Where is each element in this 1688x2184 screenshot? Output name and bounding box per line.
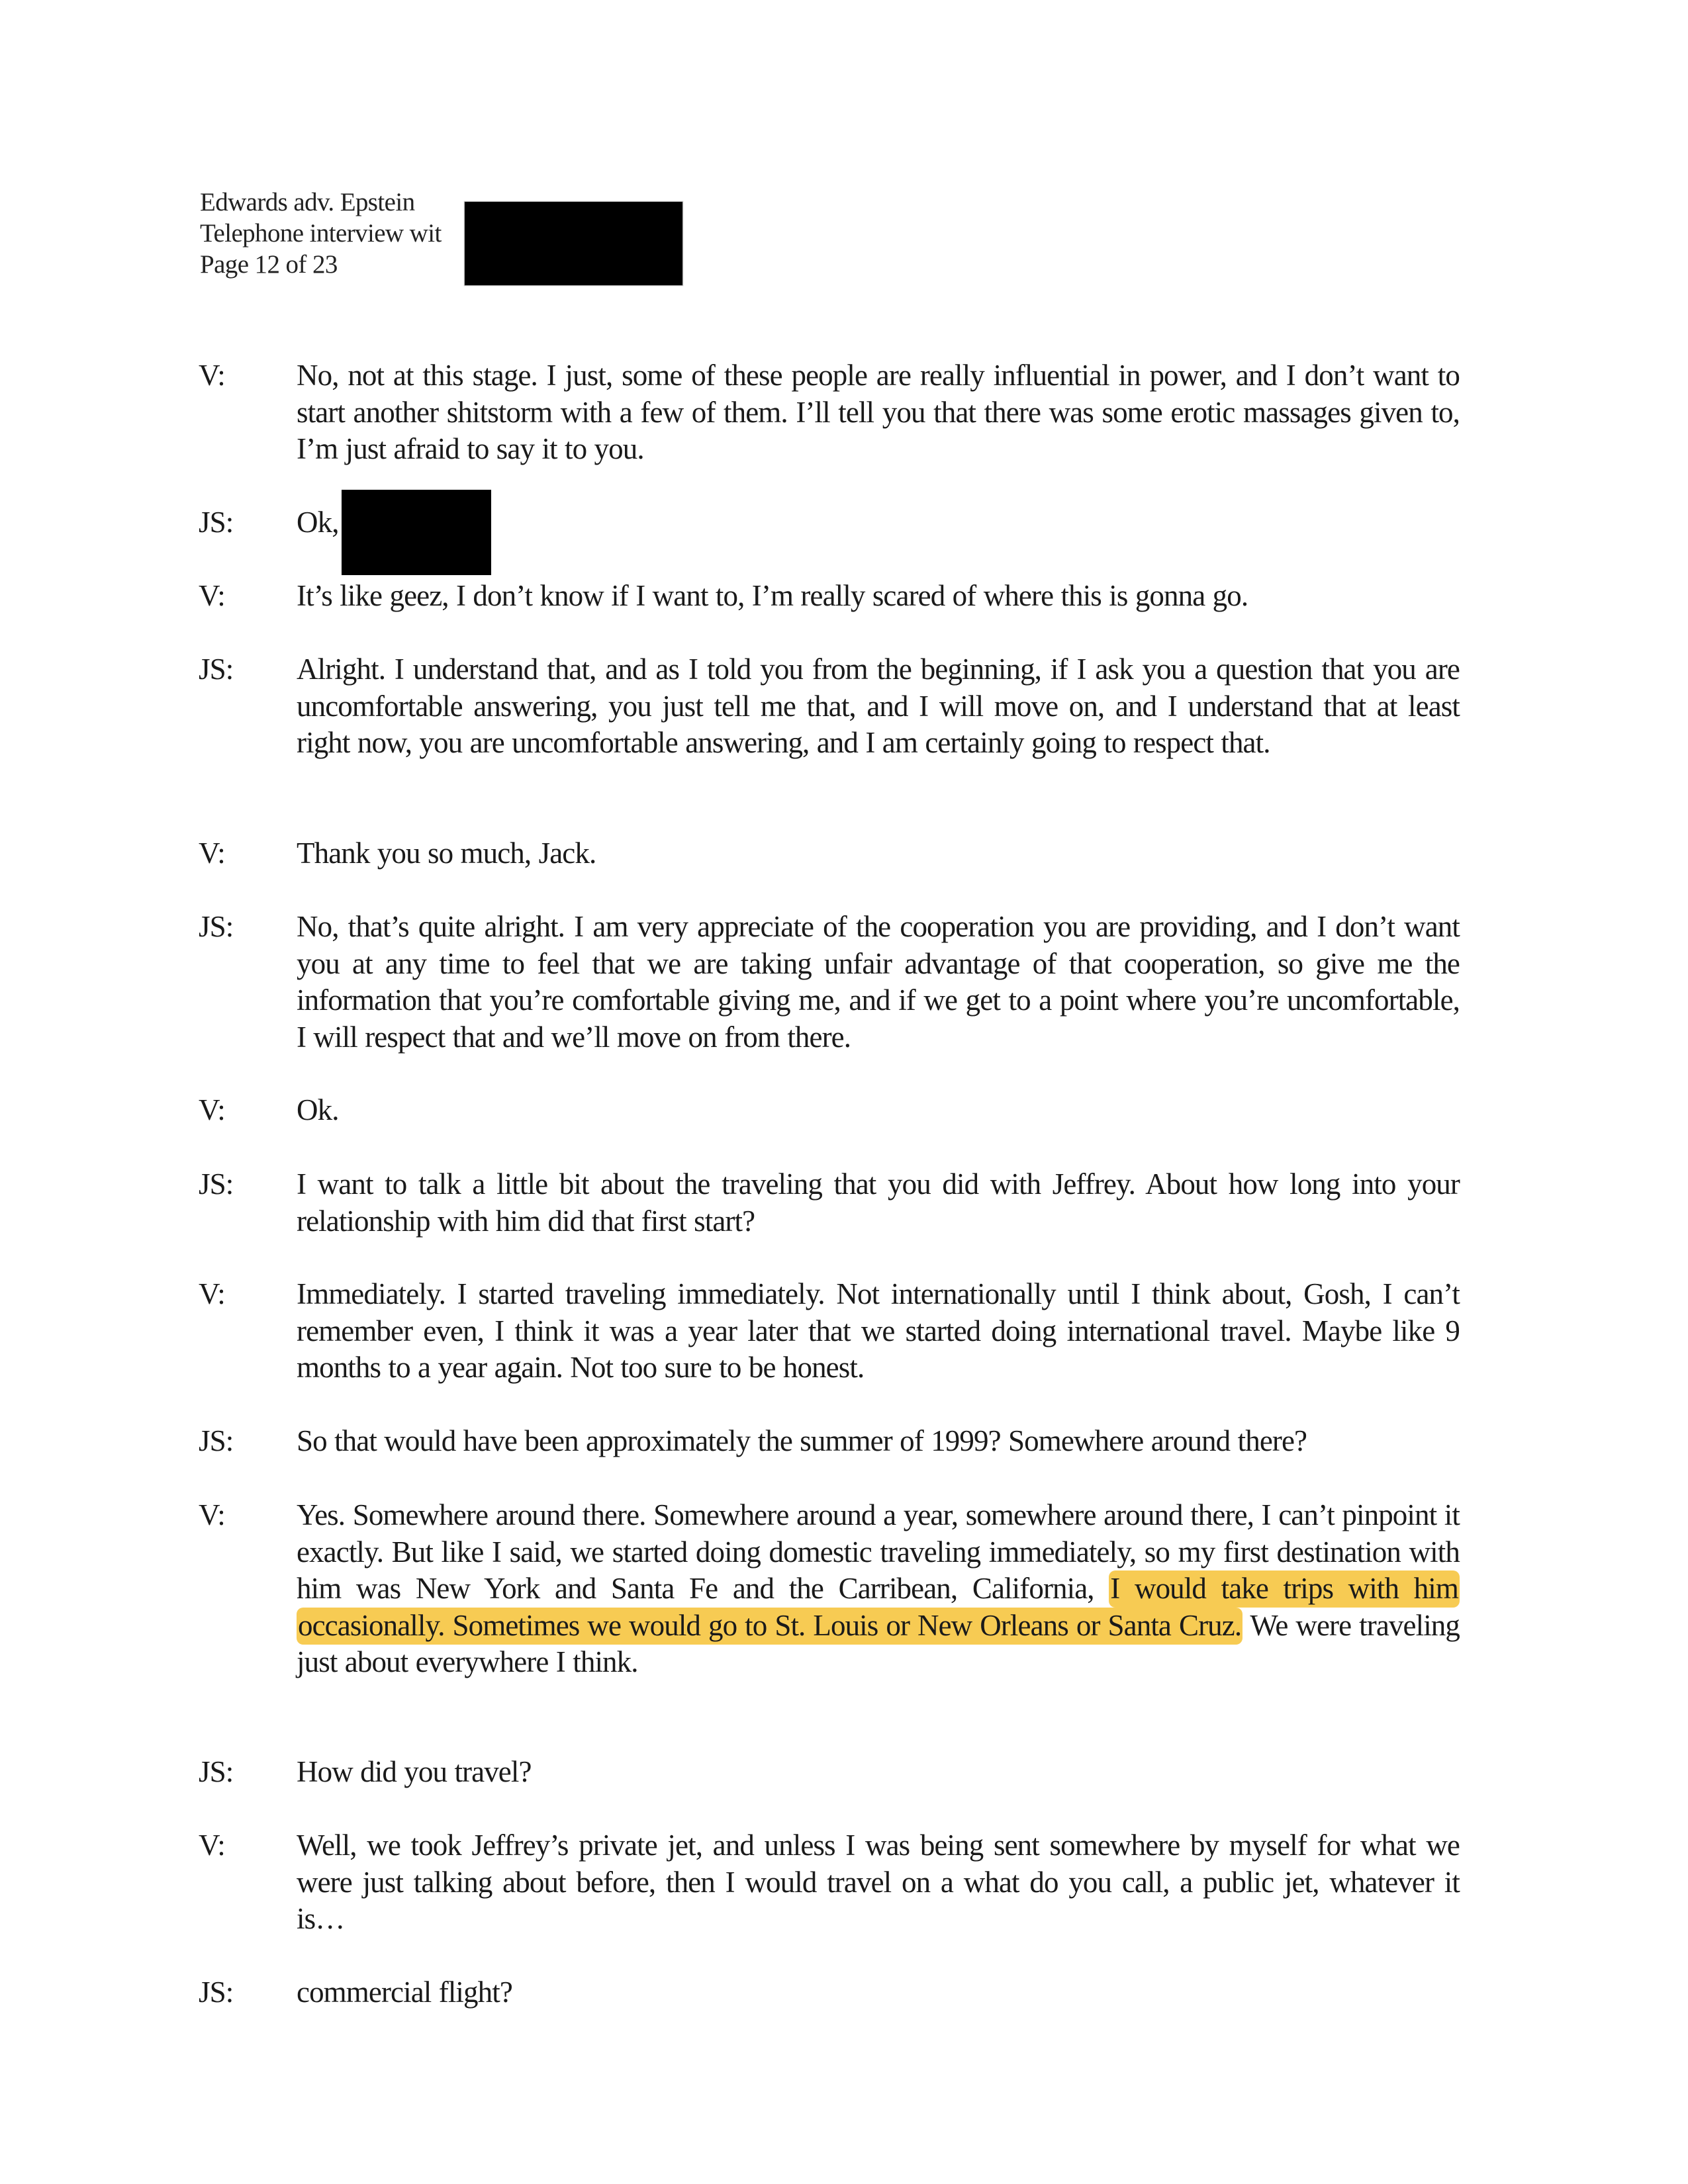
- speech-text: Immediately. I started traveling immediately. Not internationally until I think about, Gosh, I can’t remember even, I think it was a year later that we started doing international travel. Maybe like 9 months to a year again. Not too sure to be honest.: [297, 1277, 1460, 1384]
- speech-text: No, not at this stage. I just, some of these people are really influential in power, and I don’t want to start another shitstorm with a few of them. I’ll tell you that there was some erotic massages given to, I’m just afraid to say it to you.: [297, 359, 1460, 465]
- name-redaction-box: [342, 490, 491, 575]
- speaker-label: JS:: [199, 1424, 234, 1457]
- speaker-label: JS:: [199, 1755, 234, 1788]
- speaker-label: V:: [199, 359, 225, 392]
- header-redaction-box: [465, 202, 682, 285]
- speech-text: Thank you so much, Jack.: [297, 837, 596, 870]
- speaker-label: V:: [199, 1277, 225, 1310]
- speech-text: We were traveling just about everywhere I think.: [297, 1608, 1460, 1678]
- speech-text: So that would have been approximately the summer of 1999? Somewhere around there?: [297, 1424, 1307, 1457]
- highlighted-text: I would take trips with him occasionally. Sometimes we would go to St. Louis or New Orleans or Santa Cruz.: [297, 1570, 1460, 1645]
- page-number: Page 12 of 23: [200, 250, 338, 279]
- speech-text: No, that’s quite alright. I am very appreciate of the cooperation you are providing, and I don’t want you at any time to feel that we are taking unfair advantage of that cooperation, so give me the information that you’re comfortable giving me, and if we get to a point where you’re uncomfortable, I will respect that and we’ll move on from there.: [297, 910, 1460, 1054]
- speech-text: Alright. I understand that, and as I told you from the beginning, if I ask you a question that you are uncomfortable answering, you just tell me that, and I will move on, and I understand that at least right now, you are uncomfortable answering, and I am certainly going to respect that.: [297, 653, 1460, 759]
- speech-text: Ok.: [297, 1093, 339, 1126]
- speech-text-container: [297, 1497, 1460, 1681]
- speaker-label: V:: [199, 1829, 225, 1862]
- speech-text: commercial flight?: [297, 1976, 512, 2009]
- speaker-label: JS:: [199, 1976, 234, 2009]
- speaker-label: JS:: [199, 1167, 234, 1201]
- speech-text: Well, we took Jeffrey’s private jet, and unless I was being sent somewhere by myself for what we were just talking about before, then I would travel on a what do you call, a public jet, whatever it is…: [297, 1829, 1460, 1935]
- speech-text: It’s like geez, I don’t know if I want to, I’m really scared of where this is gonna go.: [297, 579, 1248, 612]
- speaker-label: JS:: [199, 653, 234, 686]
- speech-text: Ok,: [297, 506, 339, 539]
- speech-text: Yes. Somewhere around there. Somewhere around a year, somewhere around there, I can’t pinpoint it exactly. But like I said, we started doing domestic traveling immediately, so my first destination with him was New York and Santa Fe and the Carribean, California,: [297, 1498, 1460, 1605]
- speaker-label: JS:: [199, 910, 234, 943]
- interview-subject-line: Telephone interview wit: [200, 219, 442, 248]
- speaker-label: V:: [199, 837, 225, 870]
- speaker-label: JS:: [199, 506, 234, 539]
- speaker-label: V:: [199, 1498, 225, 1531]
- speech-text: How did you travel?: [297, 1755, 532, 1788]
- speaker-label: V:: [199, 579, 225, 612]
- speaker-label: V:: [199, 1093, 225, 1126]
- document-header: [200, 187, 442, 280]
- speech-text-container: [297, 504, 1460, 575]
- case-title: Edwards adv. Epstein: [200, 188, 415, 216]
- speech-text: I want to talk a little bit about the traveling that you did with Jeffrey. About how long into your relationship with him did that first start?: [297, 1167, 1460, 1238]
